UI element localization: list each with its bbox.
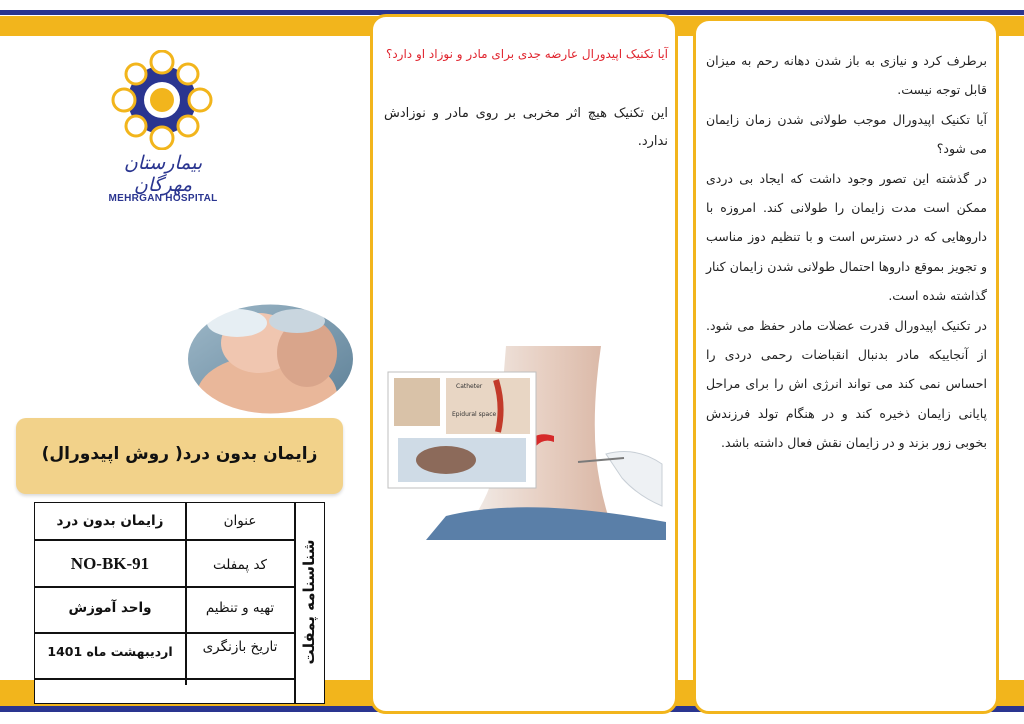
table-value-prepared: واحد آموزش <box>68 600 152 616</box>
table-side-title <box>296 504 322 700</box>
logo-emblem-icon <box>104 50 220 150</box>
epidural-label: Epidural space <box>452 411 497 418</box>
logo-name-en: MEHRGAN HOSPITAL <box>108 193 218 204</box>
right-paragraph: آیا تکنیک اپیدورال موجب طولانی شدن زمان زایمان می شود؟ <box>706 111 987 157</box>
table-value-revision: اردیبهشت ماه 1401 <box>47 644 173 659</box>
table-label-prepared: تهیه و تنظیم <box>205 600 275 616</box>
right-text-block <box>706 46 987 458</box>
inset-body-view <box>394 378 440 426</box>
middle-question: آیا تکنیک اپیدورال عارضه جدی برای مادر و نوزاد او دارد؟ <box>385 47 668 61</box>
table-value-title: زایمان بدون درد <box>56 513 164 529</box>
table-row-divider <box>35 632 295 634</box>
logo-name-fa: بیمارستان مهرگان <box>123 152 203 196</box>
table-row-divider <box>35 678 295 680</box>
newborn-photo <box>187 303 354 415</box>
blue-drape <box>426 507 666 540</box>
table-row-divider <box>35 586 295 588</box>
right-paragraph: در گذشته این تصور وجود داشت که ایجاد بی دردی ممکن است مدت زایمان را طولانی کند. امروزه با داروهایی که در دسترس است و با تنظیم دوز مناسب و تجویز بموقع داروها احتمال طولانی شدن زایمان کنار گذاشته شده است. <box>706 170 987 304</box>
table-column-divider <box>185 503 187 685</box>
table-label-revision: تاریخ بازنگری <box>202 639 278 655</box>
middle-answer: این تکنیک هیچ اثر مخربی بر روی مادر و نوزادش ندارد. <box>384 106 668 149</box>
table-value-code: NO-BK-91 <box>70 554 150 573</box>
patient-figure <box>416 446 476 474</box>
right-paragraph: برطرف کرد و نیازی به باز شدن دهانه رحم به میزان قابل توجه نیست. <box>706 53 987 98</box>
catheter-label: Catheter <box>456 383 483 390</box>
cover-title: زایمان بدون درد( روش اپیدورال) <box>41 444 318 464</box>
table-label-code: کد پمفلت <box>213 557 267 573</box>
cover-title-card <box>16 418 343 494</box>
right-paragraph: در تکنیک اپیدورال قدرت عضلات مادر حفظ می شود. از آنجاییکه مادر بدنبال انقباضات رحمی دردی را احساس نمی کند می تواند انرژی اش را برای مراحل پایانی زایمان ذخیره کند و در هنگام تولد فرزندش بخوبی زور بزند و در زایمان نقش فعال داشته باشد. <box>706 317 987 451</box>
table-row-divider <box>35 539 295 541</box>
table-side-title-text: شناسنامه پمفلت <box>300 539 318 665</box>
table-label-title: عنوان <box>223 513 257 529</box>
pamphlet-id-table <box>34 502 325 704</box>
epidural-illustration <box>386 346 666 540</box>
